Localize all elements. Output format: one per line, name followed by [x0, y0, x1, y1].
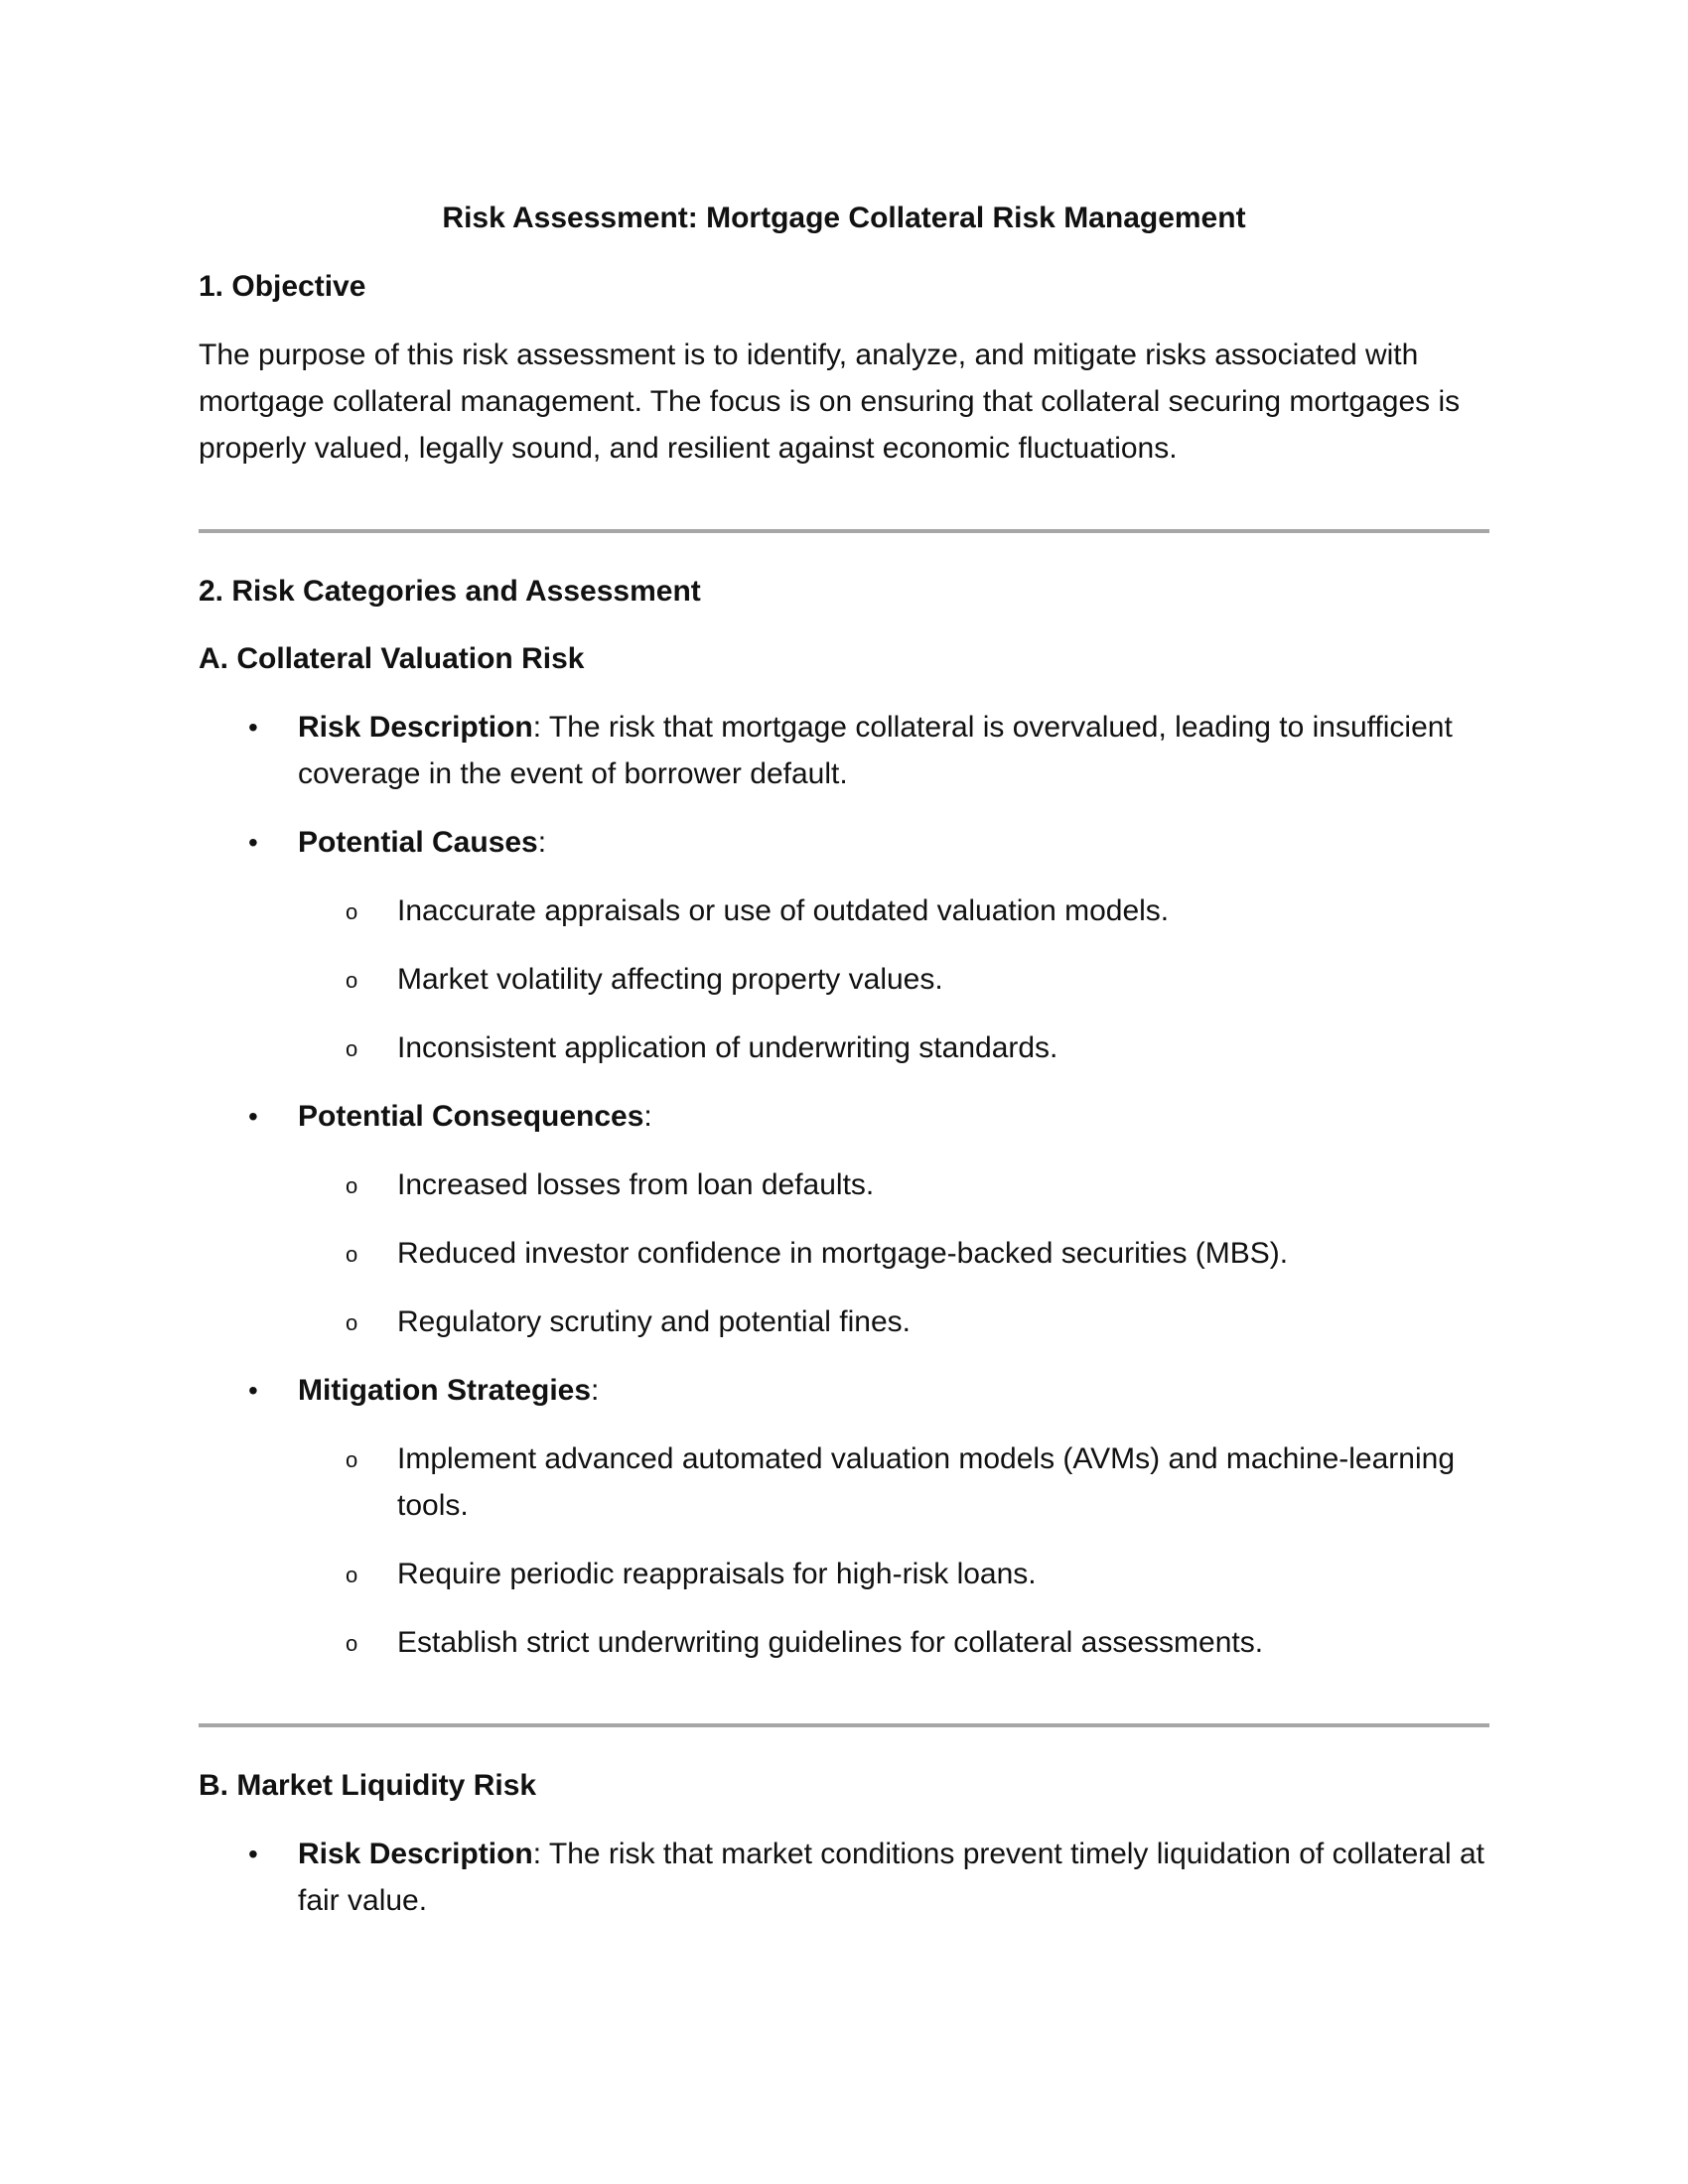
label-colon: :	[643, 1100, 652, 1133]
circle-bullet-icon: o	[346, 1242, 358, 1267]
risk-description-text: : The risk that mortgage collateral is overvalued, leading to insufficient coverage in the event of borrower default.	[298, 711, 1453, 790]
label-colon: :	[537, 826, 547, 859]
consequence-text: Regulatory scrutiny and potential fines.	[397, 1305, 911, 1338]
sub-list-item	[298, 1551, 1489, 1597]
circle-bullet-icon: o	[346, 968, 358, 993]
collateral-valuation-list	[199, 704, 1489, 1666]
list-item-risk-description	[199, 704, 1489, 797]
bullet-icon: •	[248, 1101, 258, 1132]
section-divider	[199, 529, 1489, 533]
document-title: Risk Assessment: Mortgage Collateral Risk Management	[442, 202, 1246, 234]
circle-bullet-icon: o	[346, 899, 358, 924]
market-liquidity-list	[199, 1831, 1489, 1924]
list-item-risk-description	[199, 1831, 1489, 1924]
market-liquidity-heading: B. Market Liquidity Risk	[199, 1769, 537, 1802]
mitigation-strategies-label: Mitigation Strategies	[298, 1374, 592, 1407]
sub-list-item	[298, 1298, 1489, 1345]
circle-bullet-icon: o	[346, 1563, 358, 1587]
mitigation-sublist	[298, 1435, 1489, 1666]
mitigation-text: Establish strict underwriting guidelines for collateral assessments.	[397, 1626, 1264, 1659]
bullet-icon: •	[248, 1839, 258, 1869]
circle-bullet-icon: o	[346, 1447, 358, 1472]
objective-heading: 1. Objective	[199, 270, 366, 303]
bullet-icon: •	[248, 712, 258, 743]
consequences-sublist	[298, 1161, 1489, 1345]
cause-text: Market volatility affecting property values.	[397, 963, 943, 996]
circle-bullet-icon: o	[346, 1173, 358, 1198]
circle-bullet-icon: o	[346, 1036, 358, 1061]
bullet-icon: •	[248, 1375, 258, 1406]
sub-list-item	[298, 887, 1489, 934]
sub-list-item	[298, 956, 1489, 1003]
sub-list-item	[298, 1619, 1489, 1666]
causes-sublist	[298, 887, 1489, 1071]
potential-consequences-label: Potential Consequences	[298, 1100, 644, 1133]
list-item-potential-consequences	[199, 1093, 1489, 1345]
risk-description-label: Risk Description	[298, 711, 533, 744]
mitigation-text: Require periodic reappraisals for high-risk loans.	[397, 1558, 1037, 1590]
sub-list-item	[298, 1024, 1489, 1071]
circle-bullet-icon: o	[346, 1310, 358, 1335]
list-item-mitigation-strategies	[199, 1367, 1489, 1666]
collateral-valuation-heading: A. Collateral Valuation Risk	[199, 642, 585, 675]
sub-list-item	[298, 1230, 1489, 1277]
cause-text: Inaccurate appraisals or use of outdated valuation models.	[397, 894, 1170, 927]
circle-bullet-icon: o	[346, 1631, 358, 1656]
bullet-icon: •	[248, 827, 258, 858]
consequence-text: Increased losses from loan defaults.	[397, 1168, 875, 1201]
section-divider	[199, 1723, 1489, 1727]
list-item-potential-causes	[199, 819, 1489, 1071]
potential-causes-label: Potential Causes	[298, 826, 538, 859]
sub-list-item	[298, 1435, 1489, 1529]
risk-description-label: Risk Description	[298, 1838, 533, 1870]
label-colon: :	[591, 1374, 600, 1407]
cause-text: Inconsistent application of underwriting standards.	[397, 1031, 1058, 1064]
objective-body: The purpose of this risk assessment is to identify, analyze, and mitigate risks associated with mortgage collateral management. The focus is on ensuring that collateral securing mortgages is properly valued, legally sound, and resilient against economic fluctuations.	[199, 339, 1461, 465]
risk-categories-heading: 2. Risk Categories and Assessment	[199, 575, 701, 608]
sub-list-item	[298, 1161, 1489, 1208]
consequence-text: Reduced investor confidence in mortgage-backed securities (MBS).	[397, 1237, 1289, 1270]
document-page	[199, 195, 1489, 1946]
risk-description-text: : The risk that market conditions prevent timely liquidation of collateral at fair value.	[298, 1838, 1484, 1917]
mitigation-text: Implement advanced automated valuation models (AVMs) and machine-learning tools.	[397, 1442, 1456, 1522]
